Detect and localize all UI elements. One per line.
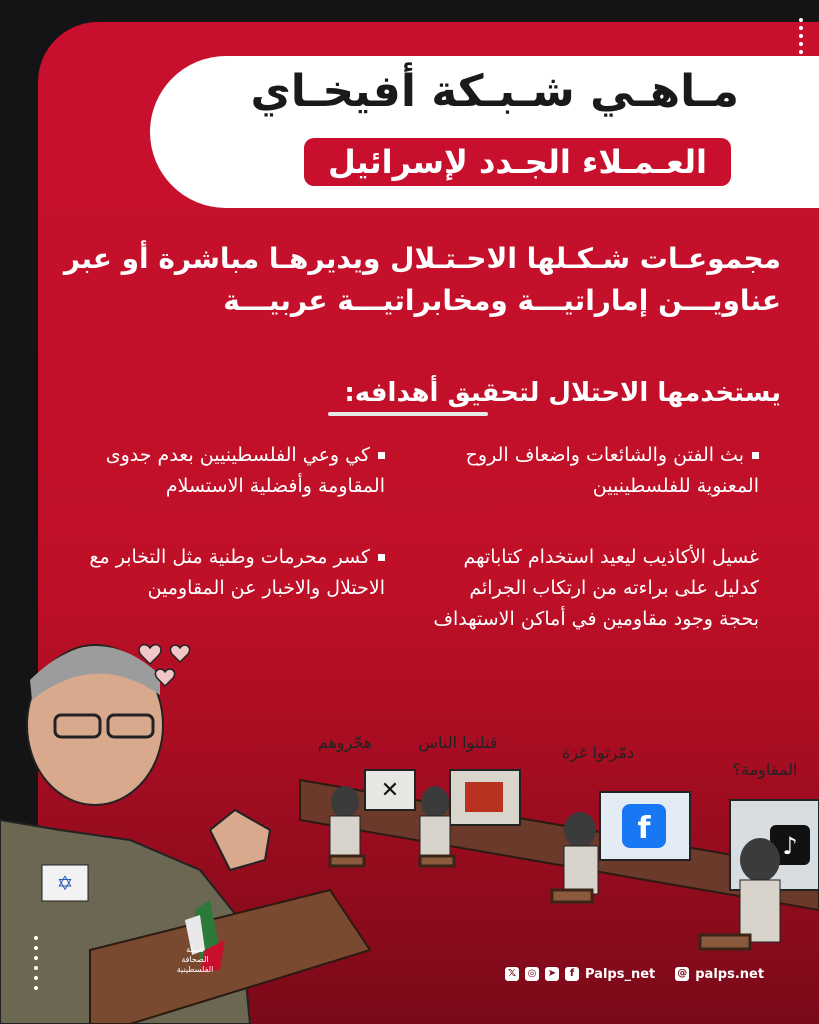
speech-4: المقاومة؟ <box>732 760 798 779</box>
bullet-marker <box>378 554 385 561</box>
svg-text:✕: ✕ <box>380 778 400 803</box>
bullet-text: كي وعي الفلسطينيين بعدم جدوى المقاومة وأفضلية الاستسلام <box>105 444 385 497</box>
website-handle[interactable]: palps.net <box>695 966 765 982</box>
subtitle-pill: العـمـلاء الجـدد لإسرائيل <box>304 138 731 186</box>
bullet-item <box>45 542 385 604</box>
footer-social <box>505 963 764 985</box>
x-icon[interactable]: 𝕏 <box>505 967 519 981</box>
heading-underline <box>328 412 488 416</box>
bullet-item <box>45 440 385 502</box>
svg-text:✡: ✡ <box>56 871 74 895</box>
monitor-x <box>365 770 415 810</box>
speech-3: دمّرتوا غزة <box>561 743 635 762</box>
bullet-marker <box>752 452 759 459</box>
bullet-text: بث الفتن والشائعات واضعاف الروح المعنوية للفلسطينيين <box>465 444 759 497</box>
logo-caption: شبكة الصحافة الفلسطينية <box>176 945 214 974</box>
intro-text: مجموعـات شـكـلها الاحـتـلال ويديرهـا مباشرة أو عبر عناويـــن إماراتيـــة ومخابراتيـــة عربيـــة <box>63 242 781 317</box>
bullet-item <box>429 440 759 502</box>
speech-1: هجّروهم <box>317 733 373 752</box>
bullet-marker <box>378 452 385 459</box>
bullet-text: غسيل الأكاذيب ليعيد استخدام كتاباتهم كدليل على براءته من ارتكاب الجرائم بحجة وجود مقاومين في أماكن الاستهداف <box>433 546 759 630</box>
speech-2: قتلتوا الناس <box>418 733 498 752</box>
monitor-news <box>450 770 520 825</box>
instagram-icon[interactable]: ◎ <box>525 967 539 981</box>
dots-decoration-bottom <box>28 930 46 1000</box>
social-handle[interactable]: Palps_net <box>585 966 656 982</box>
svg-text:♪: ♪ <box>782 832 798 860</box>
threads-icon[interactable]: @ <box>677 968 688 979</box>
goals-heading: يستخدمها الاحتلال لتحقيق أهدافه: <box>344 378 781 408</box>
monitor-facebook <box>600 792 690 860</box>
bullet-text: كسر محرمات وطنية مثل التخابر مع الاحتلال والاخبار عن المقاومين <box>89 546 385 599</box>
svg-text:f: f <box>637 811 651 846</box>
telegram-icon[interactable]: ➤ <box>545 967 559 981</box>
page-title: مـاهـي شـبـكة أفيخـاي <box>250 66 739 117</box>
facebook-icon[interactable]: f <box>565 967 579 981</box>
